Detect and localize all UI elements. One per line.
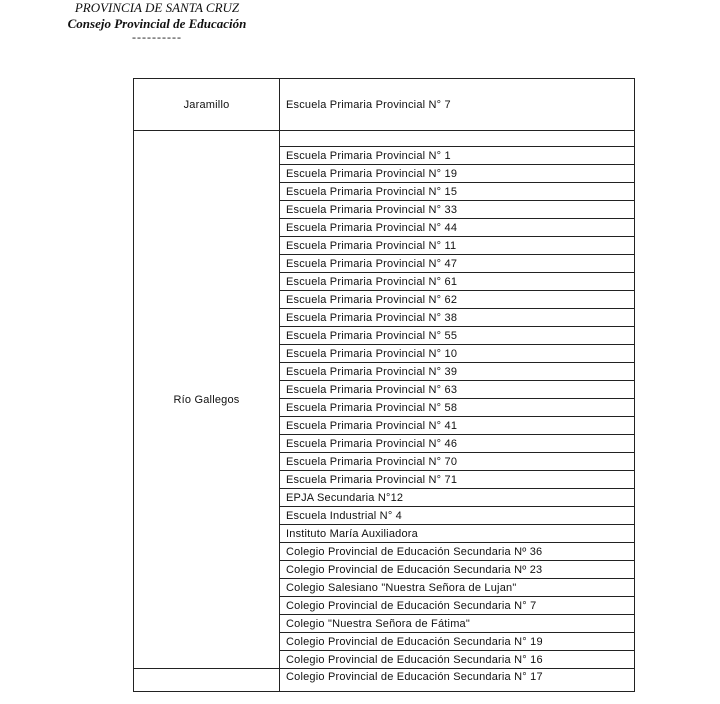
schools-table-body (134, 79, 635, 692)
school-cell: Colegio Provincial de Educación Secundaria N° 17 (280, 669, 635, 692)
school-cell: Escuela Primaria Provincial N° 71 (280, 471, 635, 489)
school-cell: Colegio Provincial de Educación Secundaria N° 7 (280, 597, 635, 615)
spacer-cell (280, 131, 635, 147)
school-cell: Escuela Primaria Provincial N° 62 (280, 291, 635, 309)
school-cell: Colegio "Nuestra Señora de Fátima" (280, 615, 635, 633)
schools-table (133, 78, 635, 692)
school-cell: Escuela Industrial N° 4 (280, 507, 635, 525)
table-row (134, 79, 635, 131)
school-cell: Escuela Primaria Provincial N° 15 (280, 183, 635, 201)
school-cell: Escuela Primaria Provincial N° 10 (280, 345, 635, 363)
school-cell: Escuela Primaria Provincial N° 39 (280, 363, 635, 381)
school-cell: Escuela Primaria Provincial N° 55 (280, 327, 635, 345)
school-cell: Escuela Primaria Provincial N° 70 (280, 453, 635, 471)
location-cell: Jaramillo (134, 79, 280, 131)
school-cell: Escuela Primaria Provincial N° 61 (280, 273, 635, 291)
school-cell: Colegio Provincial de Educación Secundaria Nº 23 (280, 561, 635, 579)
school-cell: Colegio Provincial de Educación Secundaria N° 16 (280, 651, 635, 669)
school-cell: Escuela Primaria Provincial N° 46 (280, 435, 635, 453)
school-cell: Escuela Primaria Provincial N° 63 (280, 381, 635, 399)
location-cell: Río Gallegos (134, 131, 280, 669)
school-cell: Colegio Salesiano "Nuestra Señora de Lujan" (280, 579, 635, 597)
school-cell: Instituto María Auxiliadora (280, 525, 635, 543)
school-cell: Colegio Provincial de Educación Secundaria N° 19 (280, 633, 635, 651)
school-cell: Escuela Primaria Provincial N° 41 (280, 417, 635, 435)
school-cell: Escuela Primaria Provincial N° 33 (280, 201, 635, 219)
school-cell: Escuela Primaria Provincial N° 11 (280, 237, 635, 255)
school-cell: Colegio Provincial de Educación Secundaria Nº 36 (280, 543, 635, 561)
province-title: PROVINCIA DE SANTA CRUZ (74, 0, 240, 15)
school-cell: Escuela Primaria Provincial N° 1 (280, 147, 635, 165)
school-cell: Escuela Primaria Provincial N° 44 (280, 219, 635, 237)
school-cell: Escuela Primaria Provincial N° 19 (280, 165, 635, 183)
school-cell: Escuela Primaria Provincial N° 38 (280, 309, 635, 327)
school-cell: Escuela Primaria Provincial N° 58 (280, 399, 635, 417)
school-cell: Escuela Primaria Provincial N° 7 (280, 79, 635, 131)
council-title: Consejo Provincial de Educación (67, 16, 247, 31)
location-cell (134, 669, 280, 692)
school-cell: Escuela Primaria Provincial N° 47 (280, 255, 635, 273)
document-header (62, 0, 252, 42)
table-row (134, 669, 635, 692)
school-cell: EPJA Secundaria N°12 (280, 489, 635, 507)
header-divider: ---------- (132, 30, 182, 44)
table-row (134, 131, 635, 147)
